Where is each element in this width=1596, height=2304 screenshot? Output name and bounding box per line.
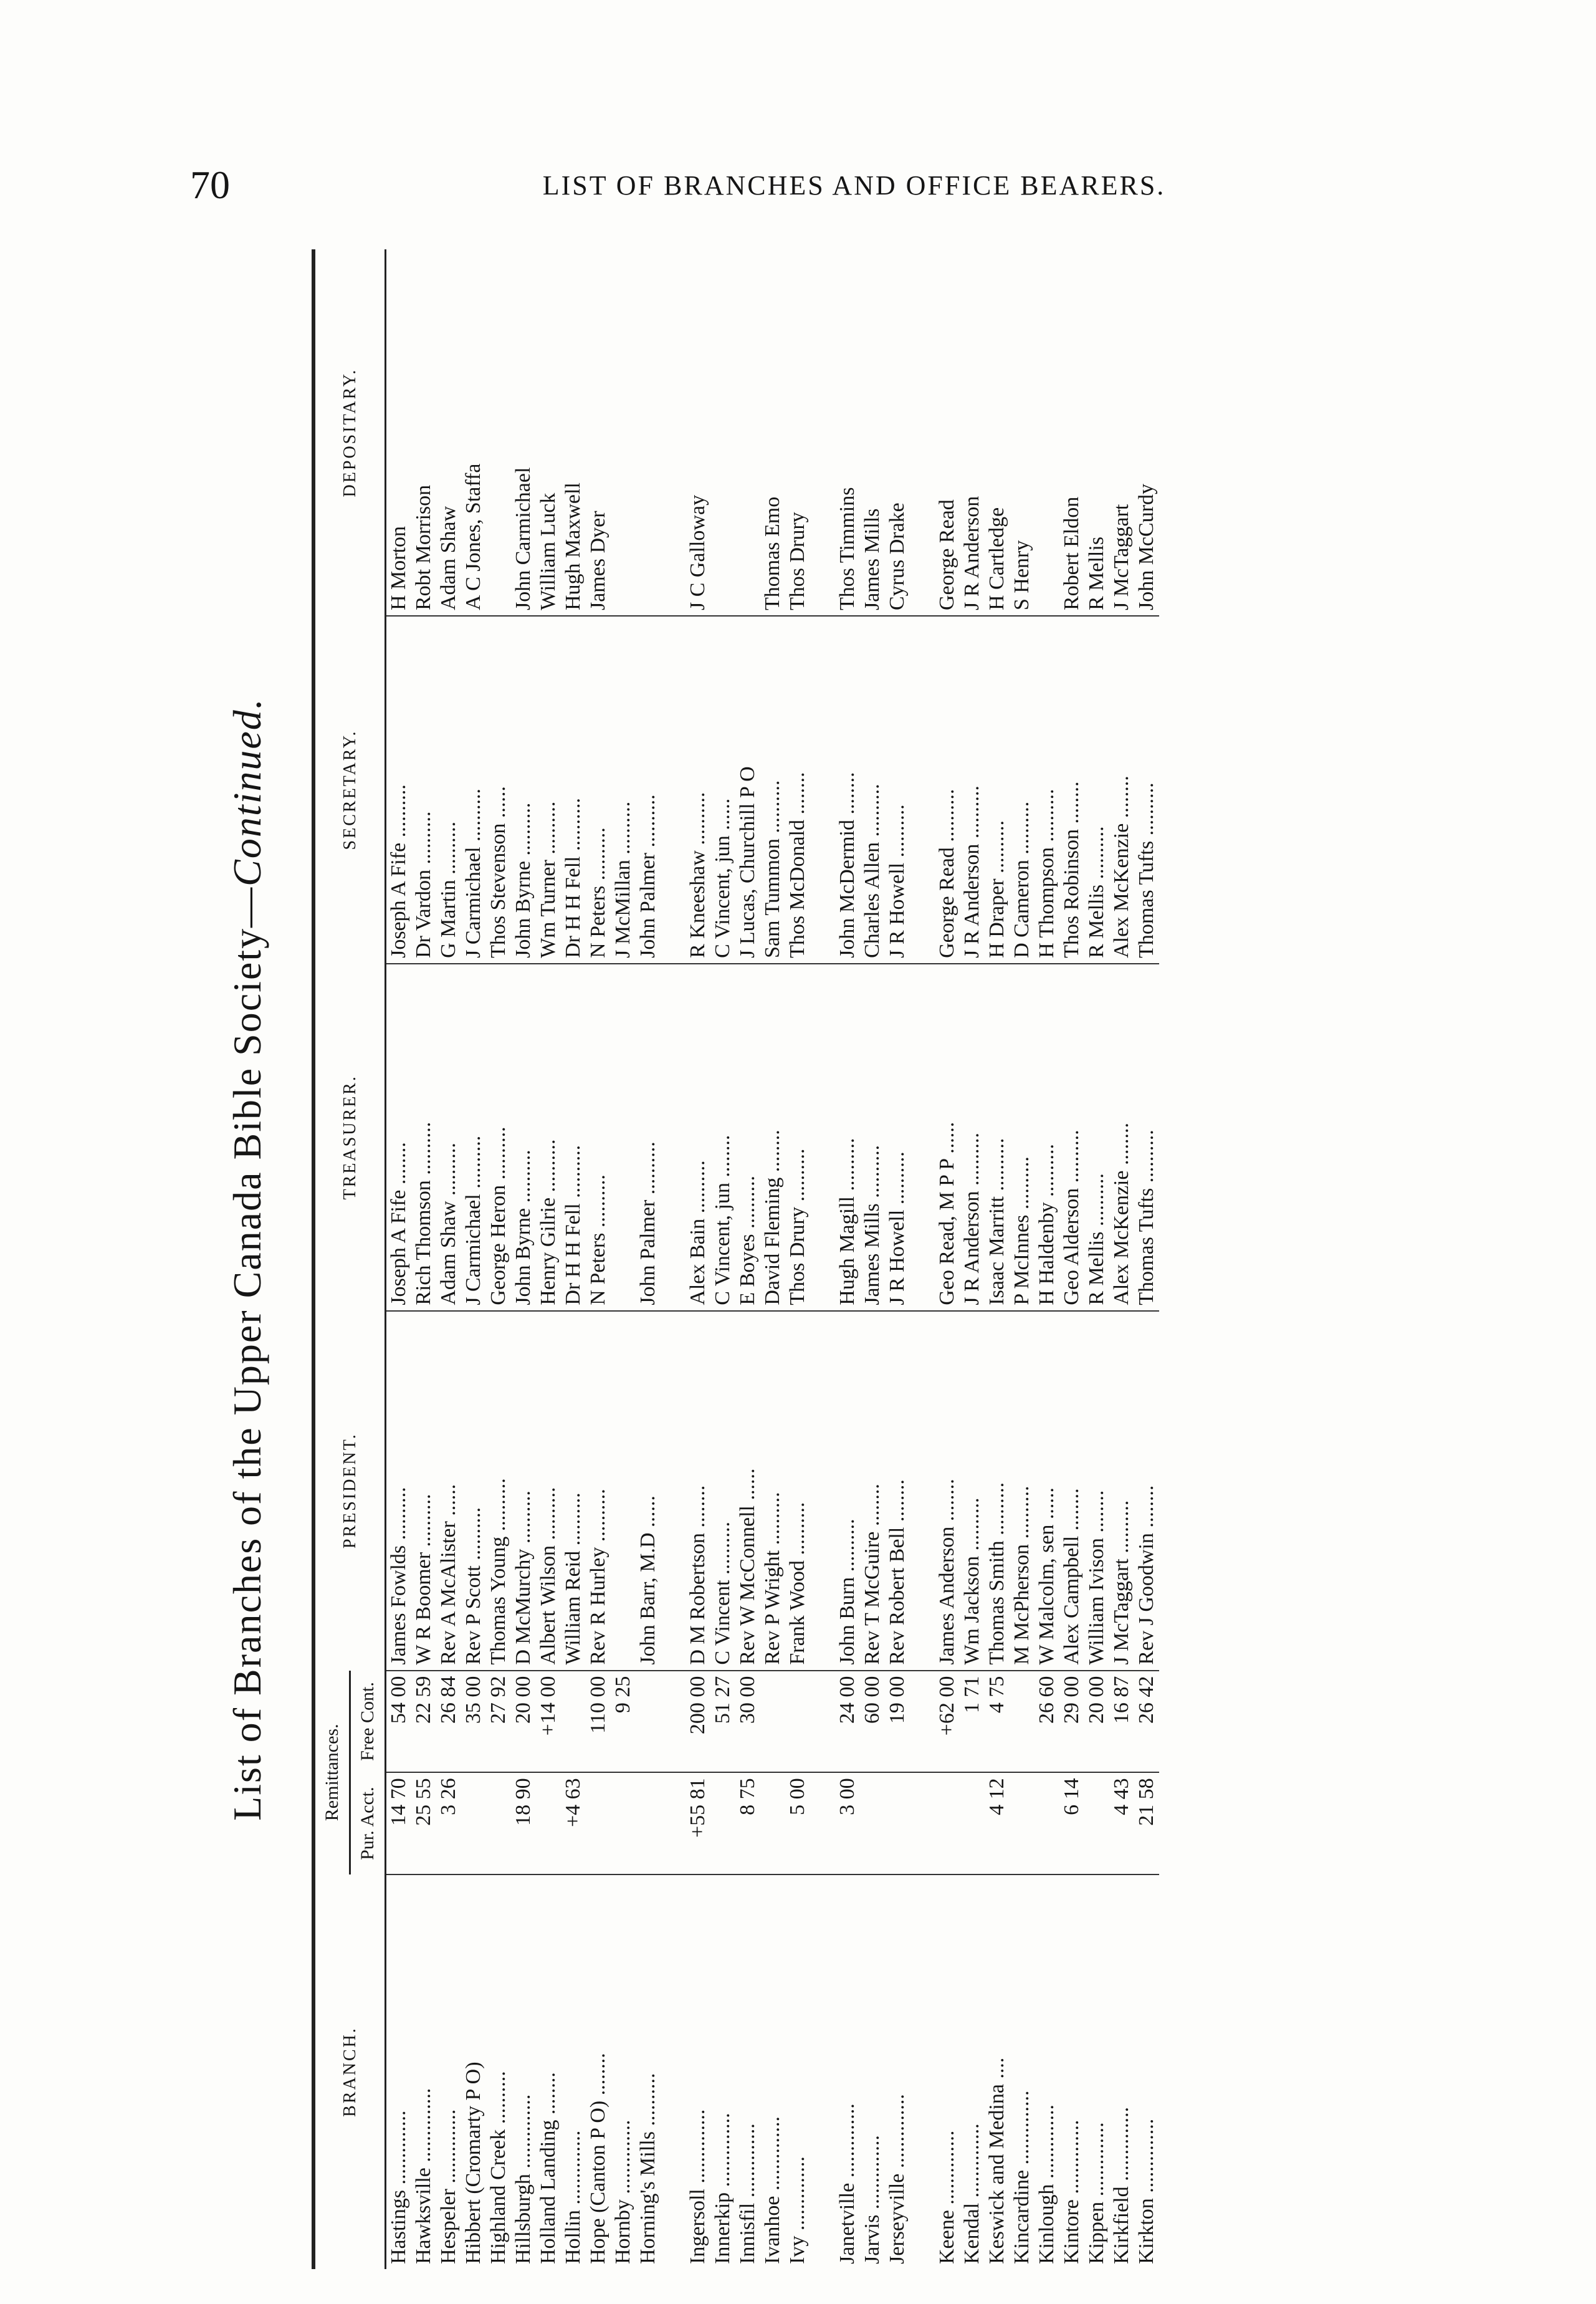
treasurer-cell: Dr H H Fell ..........: [561, 964, 586, 1311]
president-cell: Rev A McAlister ......: [436, 1311, 461, 1671]
free-cont-cell: 20 00: [1084, 1671, 1109, 1773]
header-free-cont: Free Cont.: [350, 1671, 386, 1773]
pur-acct-cell: [935, 1772, 960, 1874]
secretary-cell: Wm Turner ..........: [536, 616, 561, 964]
free-cont-cell: 26 42: [1134, 1671, 1159, 1773]
treasurer-cell: David Fleming ........: [760, 964, 785, 1311]
depositary-cell: Robt Morrison: [411, 249, 436, 616]
depositary-cell: J C Galloway: [686, 249, 710, 616]
secretary-cell: Sam Tummon ..........: [760, 616, 785, 964]
treasurer-cell: R Mellis ..........: [1084, 964, 1109, 1311]
pur-acct-cell: [860, 1772, 885, 1874]
branch-cell: Kincardine ..............: [1010, 2090, 1033, 2264]
president-cell: M McPherson ..........: [1010, 1311, 1035, 1671]
pur-acct-cell: 8 75: [735, 1772, 760, 1874]
branch-cell: Holland Landing ........: [537, 2072, 560, 2264]
treasurer-cell: Joseph A Fife ........: [386, 964, 412, 1311]
president-cell: W Malcolm, sen ......: [1035, 1311, 1059, 1671]
treasurer-cell: Rich Thomson ..........: [411, 964, 436, 1311]
depositary-cell: [710, 249, 735, 616]
branch-cell: Hawksville ..............: [412, 2088, 435, 2264]
branch-cell: Hillsburgh ..............: [512, 2094, 535, 2264]
branch-cell: Hollin ..............: [561, 2130, 585, 2264]
table-row: [860, 249, 885, 2269]
free-cont-cell: 22 59: [411, 1671, 436, 1773]
president-cell: D M Robertson ........: [686, 1311, 710, 1671]
branch-cell: Hibbert (Cromarty P O): [462, 2062, 485, 2264]
free-cont-cell: 19 00: [885, 1671, 910, 1773]
pur-acct-cell: [586, 1772, 611, 1874]
secretary-cell: John McDermid ........: [835, 616, 860, 964]
treasurer-cell: George Heron ..........: [486, 964, 511, 1311]
secretary-cell: John Byrne ..........: [511, 616, 536, 964]
pur-acct-cell: 6 14: [1059, 1772, 1084, 1874]
treasurer-cell: Geo Read, M P P ......: [935, 964, 960, 1311]
separator-cell: [910, 616, 935, 964]
table-row: [885, 249, 910, 2269]
secretary-cell: J R Anderson ..........: [960, 616, 985, 964]
depositary-cell: J McTaggart: [1109, 249, 1134, 616]
branch-cell: Highland Creek ..........: [487, 2071, 510, 2264]
free-cont-cell: 110 00: [586, 1671, 611, 1773]
president-cell: James Anderson ........: [935, 1311, 960, 1671]
table-row: [760, 249, 785, 2269]
free-cont-cell: 4 75: [985, 1671, 1010, 1773]
president-cell: Alex Campbell ........: [1059, 1311, 1084, 1671]
pur-acct-cell: 14 70: [386, 1772, 412, 1874]
president-cell: W R Boomer ..........: [411, 1311, 436, 1671]
pur-acct-cell: [636, 1772, 661, 1874]
depositary-cell: James Dyer: [586, 249, 611, 616]
secretary-cell: R Kneeshaw ..........: [686, 616, 710, 964]
depositary-cell: [611, 249, 636, 616]
president-cell: Thomas Smith ..........: [985, 1311, 1010, 1671]
separator-cell: [810, 1671, 835, 1773]
pur-acct-cell: 3 26: [436, 1772, 461, 1874]
president-cell: John Burn ..........: [835, 1311, 860, 1671]
branch-cell: Ivanhoe ..............: [761, 2116, 784, 2264]
table-row: [1035, 249, 1059, 2269]
treasurer-cell: Thomas Tufts ..........: [1134, 964, 1159, 1311]
secretary-cell: Thos McDonald ........: [785, 616, 810, 964]
pur-acct-cell: 3 00: [835, 1772, 860, 1874]
president-cell: William Reid ..........: [561, 1311, 586, 1671]
pur-acct-cell: 4 12: [985, 1772, 1010, 1874]
secretary-cell: Joseph A Fife ..........: [386, 616, 412, 964]
free-cont-cell: [636, 1671, 661, 1773]
table-row: [486, 249, 511, 2269]
president-cell: James Fowlds ..........: [386, 1311, 412, 1671]
branch-cell: Horning's Mills ..........: [636, 2073, 659, 2264]
header-treasurer: TREASURER.: [313, 964, 386, 1311]
secretary-cell: J R Howell ..........: [885, 616, 910, 964]
free-cont-cell: +62 00: [935, 1671, 960, 1773]
secretary-cell: Dr H H Fell ..........: [561, 616, 586, 964]
table-title-main: List of Branches of the Upper Canada Bible Society—: [225, 886, 269, 1821]
separator-cell: [810, 249, 835, 616]
secretary-cell: J Lucas, Churchill P O: [735, 616, 760, 964]
branch-cell: Ivy ..............: [786, 2156, 809, 2264]
pur-acct-cell: [710, 1772, 735, 1874]
free-cont-cell: 16 87: [1109, 1671, 1134, 1773]
separator-cell: [910, 1772, 935, 1874]
branch-cell: Janetville ..............: [836, 2103, 859, 2264]
secretary-cell: Thos Stevenson ......: [486, 616, 511, 964]
branch-cell: Keene ..............: [935, 2130, 958, 2264]
depositary-cell: R Mellis: [1084, 249, 1109, 616]
table-row: [386, 249, 412, 2269]
separator-cell: [810, 616, 835, 964]
branch-cell: Kirkton ..............: [1135, 2118, 1158, 2264]
depositary-cell: John Carmichael: [511, 249, 536, 616]
table-row: [960, 249, 985, 2269]
branch-cell: Jarvis ..............: [861, 2135, 884, 2264]
pur-acct-cell: 5 00: [785, 1772, 810, 1874]
pur-acct-cell: +55 81: [686, 1772, 710, 1874]
pur-acct-cell: 21 58: [1134, 1772, 1159, 1874]
separator-cell: [661, 1311, 686, 1671]
table-row: [935, 249, 960, 2269]
secretary-cell: H Thompson ..........: [1035, 616, 1059, 964]
separator-cell: [910, 964, 935, 1311]
pur-acct-cell: 4 43: [1109, 1772, 1134, 1874]
treasurer-cell: John Byrne ..........: [511, 964, 536, 1311]
president-cell: Rev R Hurley ..........: [586, 1311, 611, 1671]
free-cont-cell: 24 00: [835, 1671, 860, 1773]
secretary-cell: N Peters ..........: [586, 616, 611, 964]
branch-cell: Kippen ..............: [1085, 2122, 1108, 2264]
free-cont-cell: 9 25: [611, 1671, 636, 1773]
depositary-cell: Adam Shaw: [436, 249, 461, 616]
president-cell: Rev W McConnell ......: [735, 1311, 760, 1671]
secretary-cell: R Mellis ..........: [1084, 616, 1109, 964]
secretary-cell: C Vincent, jun ......: [710, 616, 735, 964]
president-cell: Frank Wood ..........: [785, 1311, 810, 1671]
president-cell: Rev Robert Bell ........: [885, 1311, 910, 1671]
pur-acct-cell: [1084, 1772, 1109, 1874]
table-row: [636, 249, 661, 2269]
header-pur-acct: Pur. Acct.: [350, 1772, 386, 1874]
free-cont-cell: [760, 1671, 785, 1773]
table-row: [1059, 249, 1084, 2269]
group-separator: [910, 249, 935, 2269]
free-cont-cell: 30 00: [735, 1671, 760, 1773]
treasurer-cell: John Palmer ..........: [636, 964, 661, 1311]
table-row: [785, 249, 810, 2269]
table-row: [985, 249, 1010, 2269]
secretary-cell: Thomas Tufts ..........: [1134, 616, 1159, 964]
free-cont-cell: [561, 1671, 586, 1773]
separator-cell: [810, 964, 835, 1311]
free-cont-cell: 60 00: [860, 1671, 885, 1773]
running-head: LIST OF BRANCHES AND OFFICE BEARERS.: [542, 170, 1166, 201]
treasurer-cell: Hugh Magill ..........: [835, 964, 860, 1311]
secretary-cell: John Palmer ..........: [636, 616, 661, 964]
table-row: [561, 249, 586, 2269]
president-cell: Albert Wilson ..........: [536, 1311, 561, 1671]
depositary-cell: H Morton: [386, 249, 412, 616]
table-row: [536, 249, 561, 2269]
treasurer-cell: P McInnes ..........: [1010, 964, 1035, 1311]
president-cell: Thomas Young ..........: [486, 1311, 511, 1671]
pur-acct-cell: [536, 1772, 561, 1874]
president-cell: William Ivison ........: [1084, 1311, 1109, 1671]
secretary-cell: G Martin ..........: [436, 616, 461, 964]
separator-cell: [661, 1874, 686, 2269]
secretary-cell: J Carmichael ..........: [461, 616, 486, 964]
depositary-cell: William Luck: [536, 249, 561, 616]
separator-cell: [910, 249, 935, 616]
table-row: [1134, 249, 1159, 2269]
branches-table: [312, 249, 1159, 2269]
secretary-cell: Thos Robinson ........: [1059, 616, 1084, 964]
branch-cell: Kendal ..............: [960, 2123, 983, 2264]
header-branch: BRANCH.: [313, 1874, 386, 2269]
treasurer-cell: [611, 964, 636, 1311]
treasurer-cell: Henry Gilrie ..........: [536, 964, 561, 1311]
treasurer-cell: Geo Alderson ..........: [1059, 964, 1084, 1311]
treasurer-cell: E Boyes ..........: [735, 964, 760, 1311]
free-cont-cell: 20 00: [511, 1671, 536, 1773]
branch-cell: Jerseyville ..............: [886, 2094, 909, 2264]
depositary-cell: S Henry: [1010, 249, 1035, 616]
table-row: [686, 249, 710, 2269]
free-cont-cell: [785, 1671, 810, 1773]
branch-cell: Keswick and Medina ....: [985, 2057, 1008, 2264]
free-cont-cell: 200 00: [686, 1671, 710, 1773]
table-row: [1010, 249, 1035, 2269]
free-cont-cell: 29 00: [1059, 1671, 1084, 1773]
table-title-continued: Continued.: [225, 698, 269, 886]
secretary-cell: Alex McKenzie ........: [1109, 616, 1134, 964]
branch-cell: Hope (Canton P O) ........: [586, 2053, 609, 2264]
secretary-cell: Dr Vardon ..........: [411, 616, 436, 964]
president-cell: Rev P Wright ..........: [760, 1311, 785, 1671]
secretary-cell: D Cameron ..........: [1010, 616, 1035, 964]
president-cell: Rev P Scott ..........: [461, 1311, 486, 1671]
branch-cell: Innisfil ..............: [736, 2123, 759, 2264]
free-cont-cell: 26 60: [1035, 1671, 1059, 1773]
branch-cell: Hornby ..............: [611, 2119, 634, 2264]
president-cell: John Barr, M.D ......: [636, 1311, 661, 1671]
depositary-cell: Thomas Emo: [760, 249, 785, 616]
president-cell: Wm Jackson ..........: [960, 1311, 985, 1671]
depositary-cell: J R Anderson: [960, 249, 985, 616]
treasurer-cell: James Mills ..........: [860, 964, 885, 1311]
president-cell: C Vincent ..........: [710, 1311, 735, 1671]
header-secretary: SECRETARY.: [313, 616, 386, 964]
pur-acct-cell: 25 55: [411, 1772, 436, 1874]
depositary-cell: [486, 249, 511, 616]
president-cell: [611, 1311, 636, 1671]
header-depositary: DEPOSITARY.: [313, 249, 386, 616]
branch-cell: Ingersoll ..............: [686, 2109, 709, 2264]
separator-cell: [661, 1772, 686, 1874]
secretary-cell: Charles Allen ..........: [860, 616, 885, 964]
branch-cell: Hespeler ..............: [437, 2109, 460, 2264]
separator-cell: [661, 249, 686, 616]
free-cont-cell: +14 00: [536, 1671, 561, 1773]
pur-acct-cell: [760, 1772, 785, 1874]
pur-acct-cell: [486, 1772, 511, 1874]
pur-acct-cell: +4 63: [561, 1772, 586, 1874]
separator-cell: [810, 1311, 835, 1671]
separator-cell: [910, 1311, 935, 1671]
depositary-cell: Thos Drury: [785, 249, 810, 616]
table-row: [611, 249, 636, 2269]
treasurer-cell: Alex McKenzie ........: [1109, 964, 1134, 1311]
table-row: [511, 249, 536, 2269]
free-cont-cell: 35 00: [461, 1671, 486, 1773]
pur-acct-cell: [960, 1772, 985, 1874]
table-row: [461, 249, 486, 2269]
depositary-cell: Thos Timmins: [835, 249, 860, 616]
table-row: [835, 249, 860, 2269]
depositary-cell: John McCurdy: [1134, 249, 1159, 616]
table-row: [586, 249, 611, 2269]
depositary-cell: Robert Eldon: [1059, 249, 1084, 616]
president-cell: D McMurchy ..........: [511, 1311, 536, 1671]
treasurer-cell: J R Howell ..........: [885, 964, 910, 1311]
table-row: [1084, 249, 1109, 2269]
pur-acct-cell: [461, 1772, 486, 1874]
table-row: [436, 249, 461, 2269]
secretary-cell: J McMillan ..........: [611, 616, 636, 964]
header-president: PRESIDENT.: [313, 1311, 386, 1671]
treasurer-cell: N Peters ..........: [586, 964, 611, 1311]
treasurer-cell: J R Anderson ..........: [960, 964, 985, 1311]
free-cont-cell: 51 27: [710, 1671, 735, 1773]
branch-cell: Hastings ..............: [387, 2110, 410, 2264]
depositary-cell: James Mills: [860, 249, 885, 616]
separator-cell: [661, 616, 686, 964]
separator-cell: [661, 1671, 686, 1773]
separator-cell: [661, 964, 686, 1311]
free-cont-cell: 27 92: [486, 1671, 511, 1773]
secretary-cell: George Read ..........: [935, 616, 960, 964]
president-cell: Rev T McGuire ........: [860, 1311, 885, 1671]
free-cont-cell: [1010, 1671, 1035, 1773]
treasurer-cell: H Haldenby ..........: [1035, 964, 1059, 1311]
table-header: [313, 249, 386, 2269]
table-row: [710, 249, 735, 2269]
table-row: [1109, 249, 1134, 2269]
pur-acct-cell: [885, 1772, 910, 1874]
header-remittances: Remittances.: [313, 1671, 350, 1874]
pur-acct-cell: [1010, 1772, 1035, 1874]
depositary-cell: [735, 249, 760, 616]
treasurer-cell: C Vincent, jun ........: [710, 964, 735, 1311]
depositary-cell: Cyrus Drake: [885, 249, 910, 616]
branch-cell: Kinlough ..............: [1035, 2105, 1058, 2264]
branch-cell: Kirkfield ..............: [1110, 2106, 1133, 2264]
president-cell: J McTaggart ..........: [1109, 1311, 1134, 1671]
rotated-table-block: [224, 249, 1396, 2269]
treasurer-cell: Alex Bain ..........: [686, 964, 710, 1311]
table-row: [735, 249, 760, 2269]
depositary-cell: George Read: [935, 249, 960, 616]
depositary-cell: Hugh Maxwell: [561, 249, 586, 616]
pur-acct-cell: [1035, 1772, 1059, 1874]
pur-acct-cell: 18 90: [511, 1772, 536, 1874]
free-cont-cell: 1 71: [960, 1671, 985, 1773]
group-separator: [661, 249, 686, 2269]
separator-cell: [910, 1874, 935, 2269]
treasurer-cell: J Carmichael ..........: [461, 964, 486, 1311]
president-cell: Rev J Goodwin ........: [1134, 1311, 1159, 1671]
table-title: [224, 249, 270, 2269]
table-row: [411, 249, 436, 2269]
treasurer-cell: Adam Shaw ..........: [436, 964, 461, 1311]
free-cont-cell: 54 00: [386, 1671, 412, 1773]
depositary-cell: H Cartledge: [985, 249, 1010, 616]
treasurer-cell: Isaac Marritt ..........: [985, 964, 1010, 1311]
group-separator: [810, 249, 835, 2269]
separator-cell: [810, 1874, 835, 2269]
depositary-cell: [636, 249, 661, 616]
depositary-cell: [1035, 249, 1059, 616]
branch-cell: Kintore ..............: [1060, 2119, 1083, 2264]
table-body: [386, 249, 1160, 2269]
branch-cell: Innerkip ..............: [711, 2113, 734, 2264]
treasurer-cell: Thos Drury ..........: [785, 964, 810, 1311]
depositary-cell: A C Jones, Staffa: [461, 249, 486, 616]
page-number: 70: [190, 163, 230, 207]
separator-cell: [810, 1772, 835, 1874]
free-cont-cell: 26 84: [436, 1671, 461, 1773]
pur-acct-cell: [611, 1772, 636, 1874]
secretary-cell: H Draper ..........: [985, 616, 1010, 964]
separator-cell: [910, 1671, 935, 1773]
